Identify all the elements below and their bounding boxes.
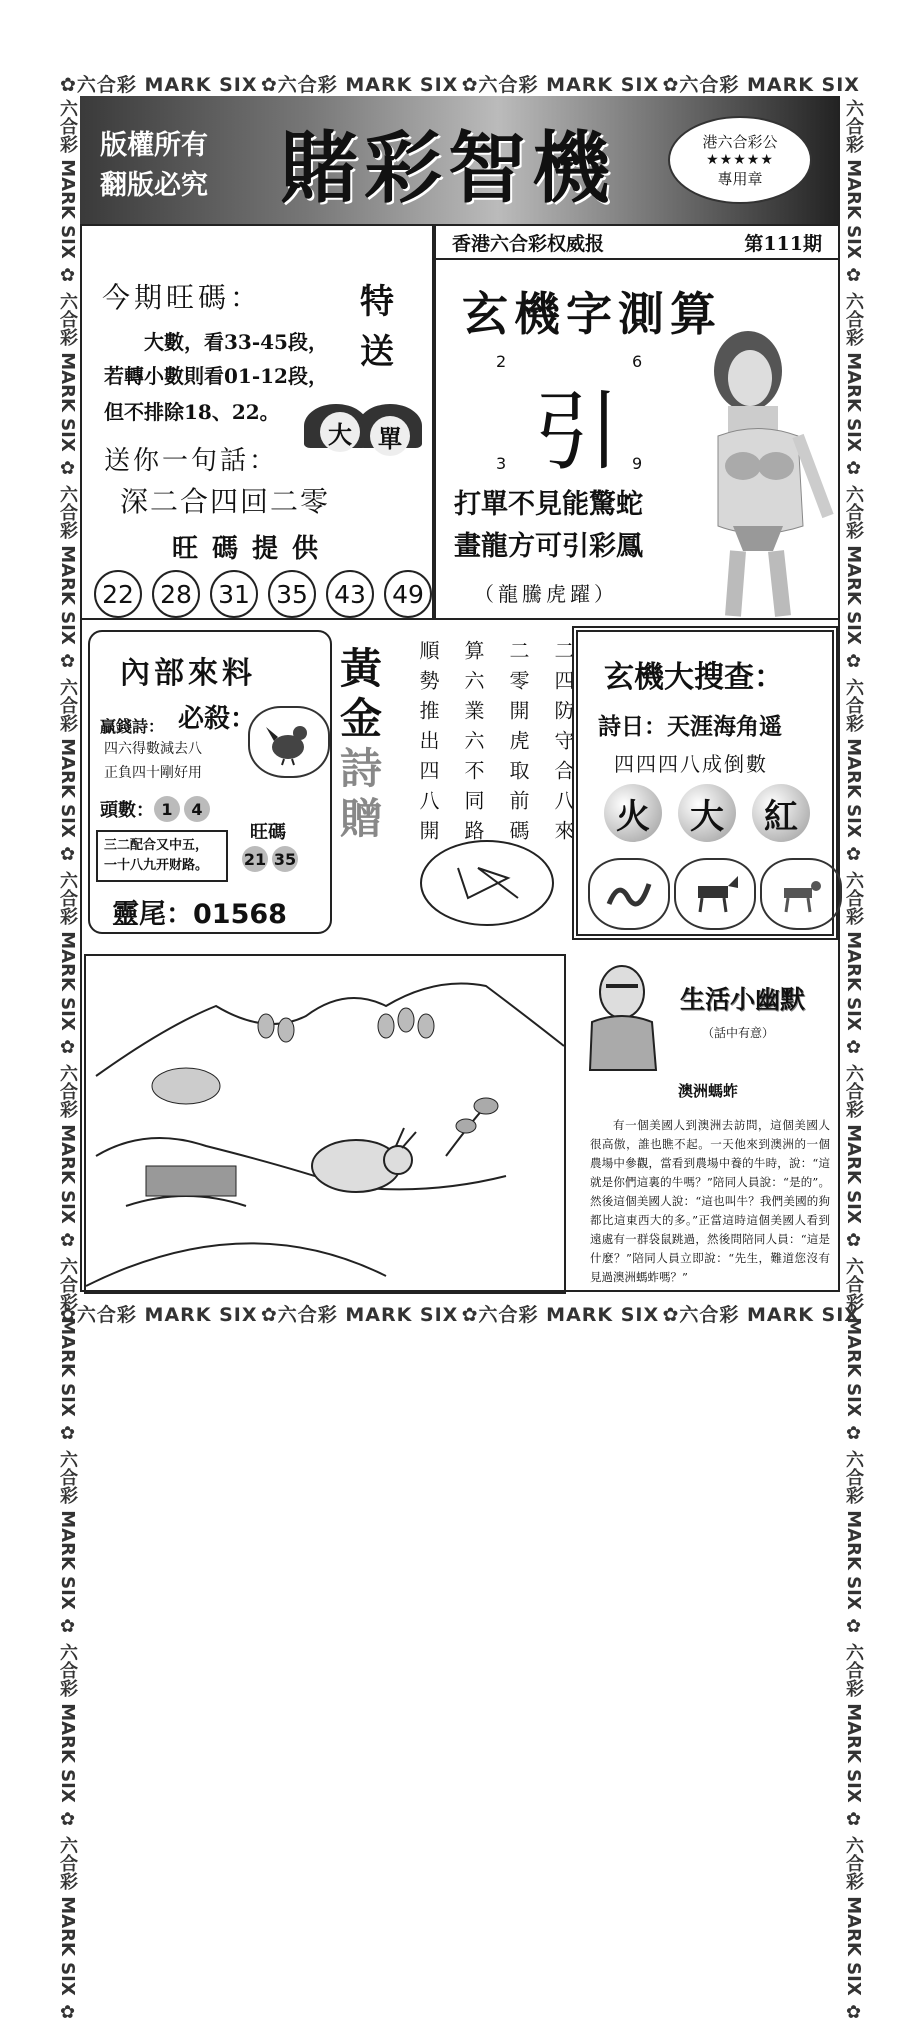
border-logo-text: 六合彩 MARK SIX ✿ [843, 485, 864, 672]
copyright-line-2: 翻版必究 [100, 170, 208, 201]
border-logo-text: 六合彩 MARK SIX ✿ [843, 871, 864, 1058]
saying-label: 送你一句話： [104, 446, 279, 476]
search-balls [604, 784, 810, 842]
lucky-number: 35 [268, 570, 316, 618]
humor-body: 有一個美國人到澳洲去訪問，這個美國人很高傲，誰也瞧不起。一天他來到澳洲的一個農場中參觀，當看到農場中養的牛時，說：“這就是你們這裏的牛嗎？”陪同人員說：“是的”。然後這個美國人說：“這也叫牛？我們美國的狗都比這東西大的多。”正當這時這個美國人看到遠處有一群袋鼠跳過，然後問陪同人員：“這是什麼？”陪同人員立即說：“先生，難道您沒有見過澳洲螞蚱嗎？” [590, 1118, 830, 1284]
border-logo-text: ✿六合彩 MARK SIX [662, 1303, 860, 1326]
border-logo-text: 六合彩 MARK SIX ✿ [57, 1450, 78, 1637]
border-logo-text: 六合彩 MARK SIX ✿ [57, 1643, 78, 1830]
poem-column: 算六業六不同路 [461, 640, 485, 850]
border-logo-text: ✿六合彩 MARK SIX [461, 73, 660, 96]
issue-number: 第111期 [744, 232, 822, 255]
border-logo-text: ✿六合彩 MARK SIX [60, 73, 258, 96]
border-logo-text: 六合彩 MARK SIX ✿ [843, 292, 864, 479]
xuanji-box [434, 224, 840, 620]
gold-poem-box [334, 626, 575, 942]
poem-column: 二零開虎取前碼 [506, 640, 530, 850]
wang-numbers [242, 846, 302, 872]
gold-poem-title [340, 644, 382, 844]
xuanji-title: 玄機字測算 [462, 287, 722, 341]
border-logo-text: 六合彩 MARK SIX ✿ [57, 99, 78, 286]
xuanji-character: 引 [534, 382, 620, 482]
signature-scribble [418, 838, 556, 928]
masthead-title: 香港六合彩权威报 [452, 232, 605, 255]
border-logo-text: 六合彩 MARK SIX ✿ [57, 1836, 78, 2023]
horse-icon [674, 858, 756, 930]
search-poem [598, 708, 782, 741]
search-line: 四四四八成倒數 [614, 752, 768, 776]
wang-ma-box [80, 224, 434, 620]
border-logo-text: 六合彩 MARK SIX ✿ [843, 678, 864, 865]
border-logo-text: ✿六合彩 MARK SIX [260, 1303, 459, 1326]
da-dan-badge [304, 392, 422, 466]
search-title: 玄機大搜查： [604, 660, 784, 695]
seal-bottom-text: 專用章 [717, 170, 763, 188]
poem-label: 贏錢詩： [100, 717, 165, 736]
border-logo-text: 六合彩 MARK SIX ✿ [57, 678, 78, 865]
head-number: 4 [184, 796, 210, 822]
poem-column: 順勢推出四八開 [416, 640, 440, 850]
masthead [436, 226, 838, 260]
inside-title: 內部來料 [120, 656, 256, 691]
official-seal [668, 116, 812, 204]
xuanji-note: （龍騰虎躍） [474, 582, 618, 606]
inside-info-box [88, 630, 332, 934]
zodiac-icons [588, 858, 842, 930]
newspaper-title: 賭彩智機 [280, 123, 617, 214]
search-box [572, 626, 838, 940]
border-logo-text: 六合彩 MARK SIX ✿ [57, 1064, 78, 1251]
humor-box [580, 960, 836, 1290]
border-logo-text: 六合彩 MARK SIX ✿ [57, 292, 78, 479]
lucky-number: 22 [94, 570, 142, 618]
border-logo-text: 六合彩 MARK SIX ✿ [57, 1257, 78, 1444]
seal-stars: ★★★★★ [706, 152, 774, 168]
hint-line-1: 大數，看33-45段， [144, 330, 328, 354]
head-numbers [100, 796, 214, 822]
border-logo-text: ✿六合彩 MARK SIX [662, 73, 860, 96]
head-label: 頭數： [100, 800, 154, 821]
header-banner [80, 96, 840, 226]
top-border [60, 68, 860, 98]
landscape-illustration [84, 954, 566, 1294]
badge-single: 單 [370, 416, 410, 456]
tip-line-1: 三二配合又中五， [104, 838, 209, 853]
special-char-2: 送 [360, 332, 394, 372]
model-photo [688, 326, 838, 616]
lucky-number: 28 [152, 570, 200, 618]
right-border [840, 96, 866, 2023]
border-logo-text: 六合彩 MARK SIX ✿ [843, 1450, 864, 1637]
search-poem-label: 詩日： [598, 714, 667, 740]
gold-title-char: 贈 [340, 794, 383, 843]
poem-line-1: 四六得數減去八 [104, 741, 202, 757]
lucky-numbers [94, 570, 442, 618]
hint-line-3: 但不排除18、22。 [104, 400, 280, 424]
poem-line-2: 正負四十剛好用 [104, 765, 202, 781]
tip-line-2: 一十八九开财路。 [104, 858, 209, 873]
xuanji-num-9: 9 [632, 454, 643, 473]
gold-title-char: 詩 [340, 744, 383, 793]
wang-label: 旺碼 [250, 822, 286, 843]
border-logo-text: ✿六合彩 MARK SIX [60, 1303, 258, 1326]
must-kill-label: 必殺： [178, 704, 257, 734]
xuanji-line-2: 畫龍方可引彩鳳 [454, 531, 643, 562]
xuanji-num-3: 3 [496, 454, 507, 473]
border-logo-text: 六合彩 MARK SIX ✿ [843, 1064, 864, 1251]
old-man-cartoon [582, 962, 668, 1072]
gold-title-char: 黃 [340, 644, 383, 693]
border-logo-text: 六合彩 MARK SIX ✿ [843, 99, 864, 286]
humor-subtitle: （話中有意） [702, 1026, 775, 1040]
rabbit-landscape-drawing [86, 956, 564, 1292]
border-logo-text: 六合彩 MARK SIX ✿ [57, 485, 78, 672]
xuanji-line-1: 打單不見能驚蛇 [454, 489, 643, 520]
wang-number: 35 [272, 846, 298, 872]
left-border [54, 96, 80, 2023]
humor-title: 生活小幽默 [680, 985, 806, 1014]
hint-line-2: 若轉小數則看01-12段， [104, 364, 328, 388]
bottom-border [60, 1298, 860, 1328]
border-logo-text: ✿六合彩 MARK SIX [461, 1303, 660, 1326]
poem-column: 二四防守合八來 [551, 640, 575, 850]
border-logo-text: 六合彩 MARK SIX ✿ [843, 1643, 864, 1830]
saying-text: 深二合四回二零 [120, 485, 331, 518]
border-logo-text: ✿六合彩 MARK SIX [260, 73, 459, 96]
badge-big: 大 [320, 412, 360, 452]
gold-poem-columns [414, 640, 578, 850]
copyright-notice [100, 126, 208, 206]
deer-icon [760, 858, 842, 930]
head-number: 1 [154, 796, 180, 822]
border-logo-text: 六合彩 MARK SIX ✿ [57, 871, 78, 1058]
border-logo-text: 六合彩 MARK SIX ✿ [843, 1836, 864, 2023]
border-logo-text: 六合彩 MARK SIX ✿ [843, 1257, 864, 1444]
lucky-number: 43 [326, 570, 374, 618]
copyright-line-1: 版權所有 [100, 130, 208, 161]
wang-number: 21 [242, 846, 268, 872]
red-ball: 紅 [752, 784, 810, 842]
dragon-icon [588, 858, 670, 930]
lucky-number: 31 [210, 570, 258, 618]
xuanji-num-6: 6 [632, 352, 643, 371]
gold-title-char: 金 [340, 694, 383, 743]
lucky-number: 49 [384, 570, 432, 618]
fire-ball: 火 [604, 784, 662, 842]
tail-numbers: 靈尾：01568 [112, 899, 287, 930]
big-ball: 大 [678, 784, 736, 842]
provide-label: 旺碼提供 [172, 534, 333, 564]
tip-box [96, 830, 228, 882]
search-poem-text: 天涯海角遥 [667, 714, 782, 740]
wang-ma-heading: 今期旺碼： [102, 281, 263, 314]
xuanji-num-2: 2 [496, 352, 507, 371]
rooster-icon [248, 706, 330, 778]
special-char-1: 特 [360, 282, 394, 322]
seal-top-text: 港六合彩公 [702, 133, 778, 151]
humor-heading: 澳洲螞蚱 [678, 1082, 739, 1100]
